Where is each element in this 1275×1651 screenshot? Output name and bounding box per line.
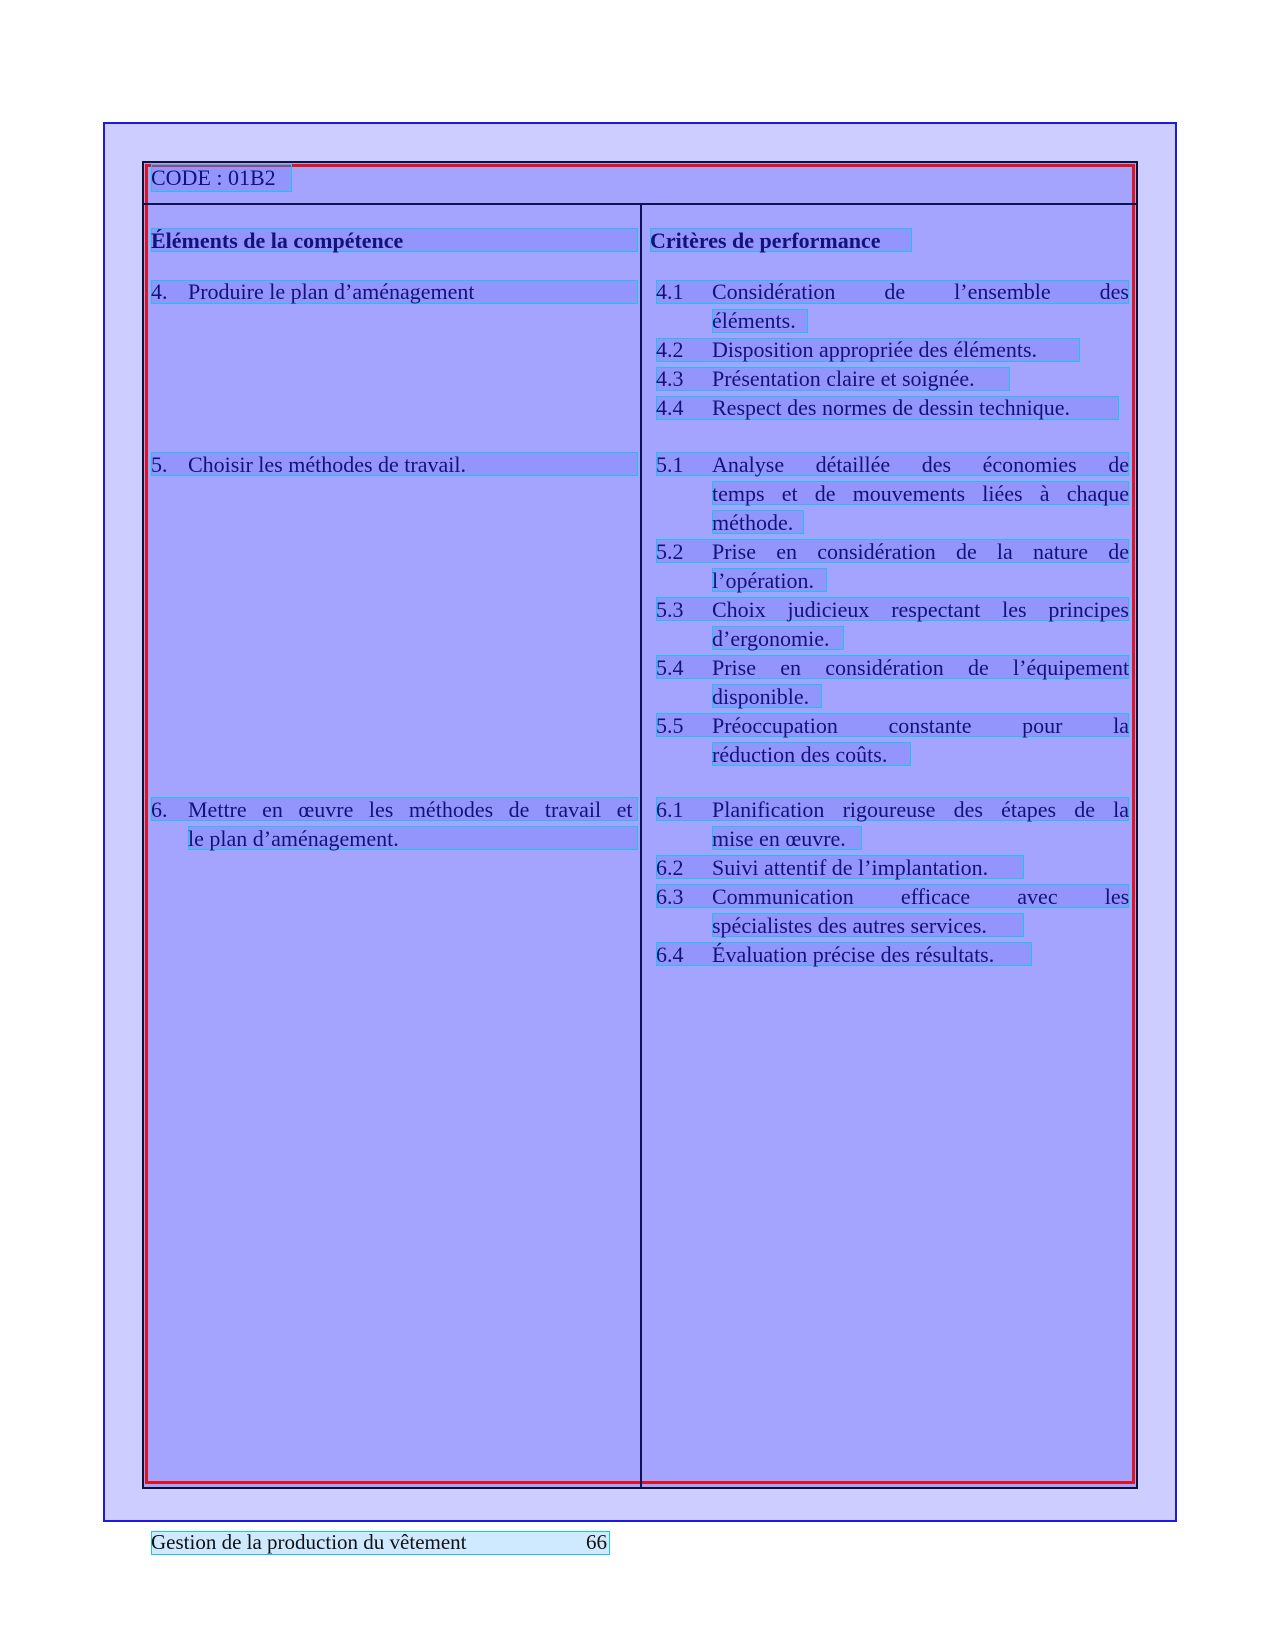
- criterion-number: 5.1: [656, 452, 684, 477]
- column-divider: [640, 204, 642, 1488]
- criterion-number: 4.2: [656, 337, 684, 362]
- criterion-text: spécialistes des autres services.: [712, 913, 987, 938]
- criterion-text: Prise en considération de la nature de: [712, 539, 1129, 564]
- criterion-text: Disposition appropriée des éléments.: [712, 337, 1038, 362]
- criterion-text: Respect des normes de dessin technique.: [712, 395, 1071, 420]
- criterion-text: Prise en considération de l’équipement: [712, 655, 1130, 680]
- criterion-text: méthode.: [712, 510, 794, 535]
- criterion-text: l’opération.: [712, 568, 815, 593]
- table-code: CODE : 01B2: [151, 165, 276, 190]
- criterion-text: d’ergonomie.: [712, 626, 830, 651]
- criterion-number: 4.4: [656, 395, 684, 420]
- criterion-text: réduction des coûts.: [712, 742, 888, 767]
- element-number: 4.: [151, 279, 168, 304]
- criterion-text: Évaluation précise des résultats.: [712, 942, 995, 967]
- footer-title: Gestion de la production du vêtement: [151, 1530, 467, 1554]
- criterion-text: éléments.: [712, 308, 796, 333]
- criterion-number: 4.1: [656, 279, 684, 304]
- criterion-text: Présentation claire et soignée.: [712, 366, 975, 391]
- page-number: 66: [586, 1530, 607, 1554]
- header-elements: Éléments de la compétence: [151, 228, 404, 253]
- criterion-text: mise en œuvre.: [712, 826, 846, 851]
- criterion-text: Considération de l’ensemble des: [712, 279, 1129, 304]
- criterion-text: Analyse détaillée des économies de: [712, 452, 1129, 477]
- criterion-text: disponible.: [712, 684, 810, 709]
- criterion-number: 6.2: [656, 855, 684, 880]
- element-text: Produire le plan d’aménagement: [188, 279, 475, 304]
- criterion-number: 4.3: [656, 366, 684, 391]
- header-criteria: Critères de performance: [650, 228, 881, 253]
- element-number: 5.: [151, 452, 168, 477]
- criterion-text: temps et de mouvements liées à chaque: [712, 481, 1129, 506]
- criterion-number: 6.4: [656, 942, 684, 967]
- element-text: Choisir les méthodes de travail.: [188, 452, 466, 477]
- criterion-text: Planification rigoureuse des étapes de la: [712, 797, 1129, 822]
- element-number: 6.: [151, 797, 168, 822]
- element-text: le plan d’aménagement.: [188, 826, 399, 851]
- criterion-text: Préoccupation constante pour la: [712, 713, 1129, 738]
- element-text: Mettre en œuvre les méthodes de travail et: [188, 797, 633, 822]
- criterion-number: 6.1: [656, 797, 684, 822]
- criterion-text: Suivi attentif de l’implantation.: [712, 855, 989, 880]
- criterion-number: 5.4: [656, 655, 684, 680]
- criterion-number: 5.3: [656, 597, 684, 622]
- criterion-text: Choix judicieux respectant les principes: [712, 597, 1129, 622]
- criterion-number: 6.3: [656, 884, 684, 909]
- criterion-number: 5.2: [656, 539, 684, 564]
- criterion-number: 5.5: [656, 713, 684, 738]
- criterion-text: Communication efficace avec les: [712, 884, 1130, 909]
